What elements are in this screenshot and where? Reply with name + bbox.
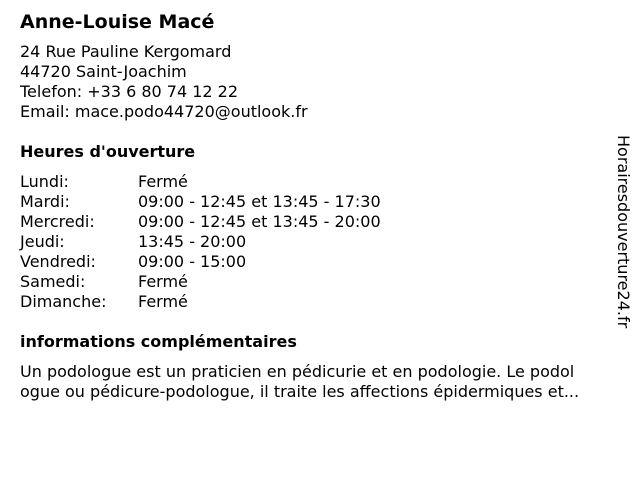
- hours-time: Fermé: [138, 172, 188, 191]
- hours-day: Dimanche:: [20, 292, 107, 311]
- info-description-line: Un podologue est un praticien en pédicurie et en podologie. Le podol: [20, 362, 575, 381]
- hours-day: Samedi:: [20, 272, 86, 291]
- info-title: informations complémentaires: [20, 332, 297, 351]
- watermark-text: Horairesdouverture24.fr: [614, 135, 633, 329]
- hours-time: 13:45 - 20:00: [138, 232, 247, 251]
- hours-time: 09:00 - 12:45 et 13:45 - 20:00: [138, 212, 381, 231]
- hours-time: Fermé: [138, 272, 188, 291]
- business-card: [20, 0, 620, 402]
- hours-row: [20, 232, 620, 252]
- hours-row: [20, 172, 620, 192]
- hours-day: Mardi:: [20, 192, 70, 211]
- phone-text: Telefon: +33 6 80 74 12 22: [20, 82, 239, 101]
- hours-row: [20, 292, 620, 312]
- address-city: 44720 Saint-Joachim: [20, 62, 187, 81]
- hours-row: [20, 192, 620, 212]
- email-text: Email: mace.podo44720@outlook.fr: [20, 102, 308, 121]
- hours-day: Vendredi:: [20, 252, 96, 271]
- hours-day: Lundi:: [20, 172, 69, 191]
- hours-time: 09:00 - 12:45 et 13:45 - 17:30: [138, 192, 381, 211]
- info-description-line: ogue ou pédicure-podologue, il traite les affections épidermiques et...: [20, 382, 580, 401]
- hours-row: [20, 252, 620, 272]
- hours-time: Fermé: [138, 292, 188, 311]
- hours-row: [20, 212, 620, 232]
- hours-title: Heures d'ouverture: [20, 142, 196, 161]
- hours-row: [20, 272, 620, 292]
- business-name: Anne-Louise Macé: [20, 11, 215, 33]
- hours-day: Mercredi:: [20, 212, 95, 231]
- hours-day: Jeudi:: [20, 232, 65, 251]
- address-street: 24 Rue Pauline Kergomard: [20, 42, 232, 61]
- hours-time: 09:00 - 15:00: [138, 252, 247, 271]
